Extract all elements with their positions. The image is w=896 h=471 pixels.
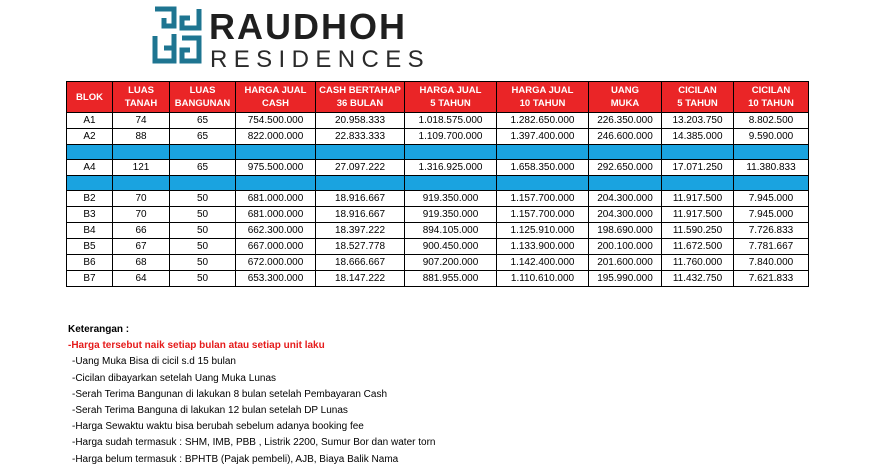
note-item: -Harga belum termasuk : BPHTB (Pajak pembeli), AJB, Biaya Balik Nama: [72, 453, 399, 465]
table-cell: 11.590.250: [662, 223, 734, 239]
table-cell: 18.666.667: [316, 255, 405, 271]
column-header-line: CASH: [262, 98, 289, 109]
column-header-line: HARGA JUAL: [419, 85, 482, 96]
table-cell: 822.000.000: [236, 129, 316, 145]
table-cell: 11.917.500: [662, 191, 734, 207]
table-cell: 1.282.650.000: [497, 113, 589, 129]
table-cell: 11.672.500: [662, 239, 734, 255]
table-cell: 64: [113, 271, 170, 287]
note-item: -Serah Terima Banguna di lakukan 12 bulan setelah DP Lunas: [72, 405, 348, 417]
separator-cell: [497, 145, 589, 160]
table-row: [67, 207, 809, 223]
table-row: [67, 113, 809, 129]
table-row: [67, 239, 809, 255]
table-cell: 74: [113, 113, 170, 129]
table-cell: 754.500.000: [236, 113, 316, 129]
column-header: [67, 82, 113, 113]
table-cell: 7.621.833: [734, 271, 809, 287]
table-row: [67, 160, 809, 176]
separator-cell: [734, 176, 809, 191]
table-cell: 50: [170, 223, 236, 239]
table-cell: B7: [67, 271, 113, 287]
table-cell: 204.300.000: [589, 191, 662, 207]
table-cell: 198.690.000: [589, 223, 662, 239]
column-header-line: CICILAN: [678, 85, 717, 96]
table-cell: 66: [113, 223, 170, 239]
table-body: [67, 113, 809, 287]
table-cell: 975.500.000: [236, 160, 316, 176]
table-cell: 1.316.925.000: [405, 160, 497, 176]
table-cell: 70: [113, 207, 170, 223]
note-item: -Uang Muka Bisa di cicil s.d 15 bulan: [72, 356, 236, 368]
table-cell: 18.916.667: [316, 191, 405, 207]
table-cell: B4: [67, 223, 113, 239]
notes-highlight: -Harga tersebut naik setiap bulan atau setiap unit laku: [68, 340, 325, 352]
column-header-line: TANAH: [124, 98, 158, 109]
table-header-row: [67, 82, 809, 113]
column-header-line: 10 TAHUN: [519, 98, 566, 109]
table-cell: 13.203.750: [662, 113, 734, 129]
table-cell: 50: [170, 191, 236, 207]
column-header: [113, 82, 170, 113]
column-header: [405, 82, 497, 113]
column-header: [497, 82, 589, 113]
table-cell: 204.300.000: [589, 207, 662, 223]
column-header: [589, 82, 662, 113]
column-header-line: UANG: [611, 85, 639, 96]
table-cell: 67: [113, 239, 170, 255]
table-cell: 11.380.833: [734, 160, 809, 176]
table-cell: 1.018.575.000: [405, 113, 497, 129]
separator-cell: [170, 176, 236, 191]
table-cell: 50: [170, 239, 236, 255]
separator-cell: [67, 145, 113, 160]
table-cell: 65: [170, 160, 236, 176]
column-header-line: MUKA: [610, 98, 640, 109]
column-header-line: CASH BERTAHAP: [319, 85, 401, 96]
column-header-line: LUAS: [128, 85, 154, 96]
table-cell: B2: [67, 191, 113, 207]
table-cell: 8.802.500: [734, 113, 809, 129]
notes-list: [68, 354, 435, 467]
table-cell: 65: [170, 129, 236, 145]
column-header: [170, 82, 236, 113]
table-cell: 907.200.000: [405, 255, 497, 271]
table-cell: 7.945.000: [734, 191, 809, 207]
table-cell: 88: [113, 129, 170, 145]
column-header: [316, 82, 405, 113]
note-item: -Serah Terima Bangunan di lakukan 8 bulan setelah Pembayaran Cash: [72, 388, 388, 400]
table-cell: 894.105.000: [405, 223, 497, 239]
separator-row: [67, 176, 809, 191]
separator-cell: [113, 145, 170, 160]
table-cell: B3: [67, 207, 113, 223]
table-cell: 919.350.000: [405, 191, 497, 207]
table-cell: 681.000.000: [236, 207, 316, 223]
note-item: -Harga sudah termasuk : SHM, IMB, PBB , Listrik 2200, Sumur Bor dan water torn: [72, 437, 436, 449]
table-cell: 667.000.000: [236, 239, 316, 255]
table-row: [67, 129, 809, 145]
separator-cell: [662, 145, 734, 160]
table-cell: 200.100.000: [589, 239, 662, 255]
table-cell: 9.590.000: [734, 129, 809, 145]
separator-cell: [236, 176, 316, 191]
table-cell: 7.781.667: [734, 239, 809, 255]
table-row: [67, 191, 809, 207]
table-cell: 1.125.910.000: [497, 223, 589, 239]
table-cell: 22.833.333: [316, 129, 405, 145]
separator-cell: [316, 176, 405, 191]
column-header-line: 10 TAHUN: [748, 98, 794, 109]
table-cell: 68: [113, 255, 170, 271]
table-cell: 7.945.000: [734, 207, 809, 223]
separator-cell: [662, 176, 734, 191]
table-row: [67, 223, 809, 239]
table-cell: 14.385.000: [662, 129, 734, 145]
table-cell: 65: [170, 113, 236, 129]
table-cell: 1.157.700.000: [497, 207, 589, 223]
table-cell: 50: [170, 271, 236, 287]
table-cell: 1.133.900.000: [497, 239, 589, 255]
table-cell: 50: [170, 255, 236, 271]
table-cell: 672.000.000: [236, 255, 316, 271]
column-header: [662, 82, 734, 113]
table-cell: 919.350.000: [405, 207, 497, 223]
table-cell: 201.600.000: [589, 255, 662, 271]
brand-name: RAUDHOH: [209, 6, 407, 47]
separator-cell: [405, 145, 497, 160]
table-cell: 1.110.610.000: [497, 271, 589, 287]
separator-cell: [589, 145, 662, 160]
column-header-line: LUAS: [189, 85, 216, 96]
column-header-line: BANGUNAN: [174, 98, 231, 109]
table-cell: 20.958.333: [316, 113, 405, 129]
note-item: -Cicilan dibayarkan setelah Uang Muka Lunas: [72, 372, 277, 384]
separator-cell: [67, 176, 113, 191]
column-header-line: CICILAN: [751, 85, 791, 96]
separator-cell: [497, 176, 589, 191]
notes-title: Keterangan :: [68, 324, 130, 335]
table-cell: 7.840.000: [734, 255, 809, 271]
price-table: [66, 81, 809, 287]
table-cell: 27.097.222: [316, 160, 405, 176]
table-cell: 70: [113, 191, 170, 207]
table-cell: 11.917.500: [662, 207, 734, 223]
note-item: -Harga Sewaktu waktu bisa berubah sebelum adanya booking fee: [72, 421, 364, 433]
table-cell: 1.109.700.000: [405, 129, 497, 145]
table-cell: A4: [67, 160, 113, 176]
table-cell: 1.397.400.000: [497, 129, 589, 145]
table-cell: 900.450.000: [405, 239, 497, 255]
table-cell: 662.300.000: [236, 223, 316, 239]
table-cell: 226.350.000: [589, 113, 662, 129]
table-cell: 18.147.222: [316, 271, 405, 287]
table-cell: 7.726.833: [734, 223, 809, 239]
separator-row: [67, 145, 809, 160]
table-cell: 11.760.000: [662, 255, 734, 271]
separator-cell: [316, 145, 405, 160]
table-row: [67, 271, 809, 287]
table-cell: 18.916.667: [316, 207, 405, 223]
table-cell: B5: [67, 239, 113, 255]
table-cell: 681.000.000: [236, 191, 316, 207]
column-header-line: 5 TAHUN: [677, 98, 718, 109]
table-cell: 1.157.700.000: [497, 191, 589, 207]
column-header-line: BLOK: [76, 91, 103, 103]
table-cell: A1: [67, 113, 113, 129]
column-header: [734, 82, 809, 113]
table-cell: 121: [113, 160, 170, 176]
separator-cell: [236, 145, 316, 160]
separator-cell: [113, 176, 170, 191]
notes-section: [68, 322, 435, 468]
table-cell: A2: [67, 129, 113, 145]
separator-cell: [589, 176, 662, 191]
table-cell: 292.650.000: [589, 160, 662, 176]
table-cell: 18.397.222: [316, 223, 405, 239]
table-row: [67, 255, 809, 271]
brand-subtitle: RESIDENCES: [210, 46, 431, 73]
separator-cell: [170, 145, 236, 160]
column-header: [236, 82, 316, 113]
table-cell: 881.955.000: [405, 271, 497, 287]
column-header-line: 5 TAHUN: [430, 98, 471, 109]
separator-cell: [405, 176, 497, 191]
table-cell: 11.432.750: [662, 271, 734, 287]
column-header-line: 36 BULAN: [336, 98, 384, 109]
maze-square-logo-icon: [152, 6, 202, 64]
table-cell: 246.600.000: [589, 129, 662, 145]
separator-cell: [734, 145, 809, 160]
table-cell: 653.300.000: [236, 271, 316, 287]
table-cell: 18.527.778: [316, 239, 405, 255]
table-cell: 1.142.400.000: [497, 255, 589, 271]
table-cell: B6: [67, 255, 113, 271]
column-header-line: HARGA JUAL: [244, 85, 307, 96]
table-cell: 50: [170, 207, 236, 223]
column-header-line: HARGA JUAL: [511, 85, 574, 96]
table-cell: 195.990.000: [589, 271, 662, 287]
table-cell: 1.658.350.000: [497, 160, 589, 176]
brand-logo: [152, 6, 432, 73]
table-cell: 17.071.250: [662, 160, 734, 176]
